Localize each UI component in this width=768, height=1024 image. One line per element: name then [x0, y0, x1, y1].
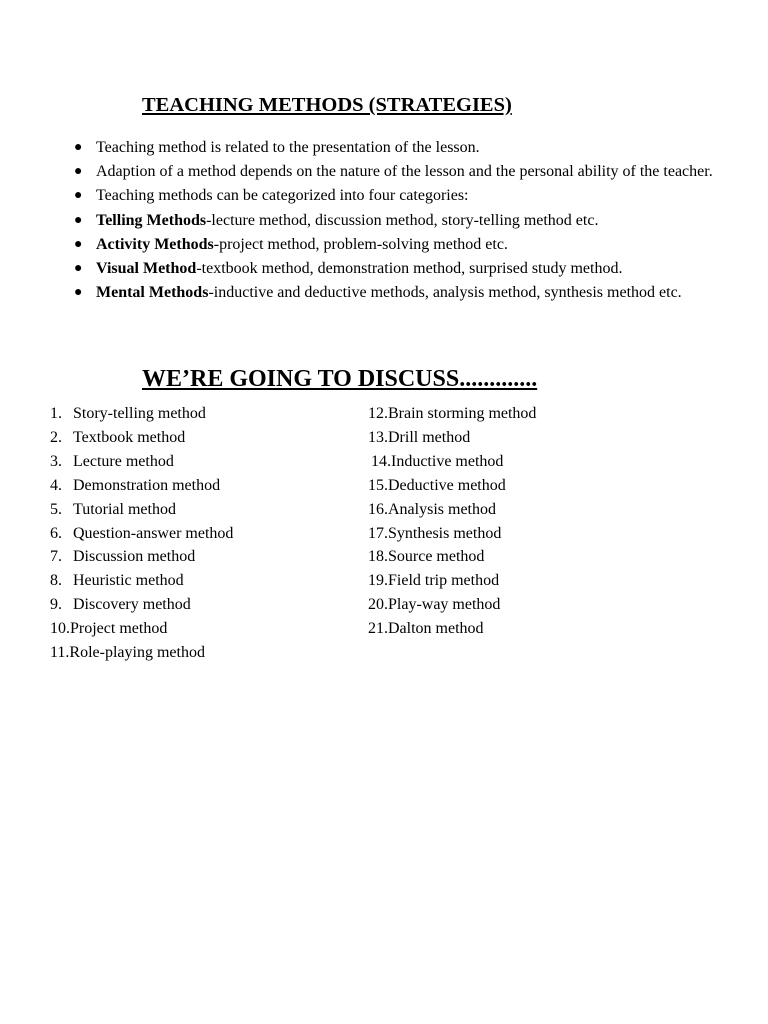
- bullet-text: Teaching methods can be categorized into four categories:: [96, 187, 469, 205]
- list-item: [50, 545, 233, 569]
- list-item: [368, 522, 536, 546]
- section-subheading: WE’RE GOING TO DISCUSS.............: [142, 366, 538, 392]
- list-number: 21.: [368, 620, 388, 638]
- bullet-text: -inductive and deductive methods, analysis method, synthesis method etc.: [208, 284, 682, 302]
- list-text: Tutorial method: [73, 500, 176, 518]
- list-item: [50, 617, 233, 641]
- list-number: 18.: [368, 548, 388, 566]
- bullet-icon: ●: [74, 285, 83, 301]
- list-number: 4.: [50, 476, 62, 494]
- bullet-text: Adaption of a method depends on the nature of the lesson and the personal ability of the teacher.: [96, 163, 713, 181]
- bullet-icon: ●: [74, 236, 83, 252]
- list-number: 20.: [368, 596, 388, 614]
- list-text: Play-way method: [388, 596, 501, 614]
- bullet-item: [0, 184, 722, 208]
- list-item: [50, 522, 233, 546]
- list-text: Deductive method: [388, 476, 506, 494]
- list-text: Inductive method: [391, 452, 504, 470]
- list-item: [368, 450, 536, 474]
- list-item: [50, 641, 233, 665]
- list-text: Synthesis method: [388, 524, 502, 542]
- bullet-item: [0, 281, 722, 305]
- page-title: TEACHING METHODS (STRATEGIES): [142, 94, 512, 116]
- list-text: Heuristic method: [73, 572, 184, 590]
- bullet-text: -textbook method, demonstration method, surprised study method.: [196, 260, 623, 278]
- list-item: [368, 498, 536, 522]
- list-number: 14.: [371, 452, 391, 470]
- list-number: 3.: [50, 452, 62, 470]
- method-list-left: [50, 402, 233, 665]
- list-item: [368, 426, 536, 450]
- list-item: [50, 426, 233, 450]
- list-item: [50, 402, 233, 426]
- list-text: Project method: [70, 620, 168, 638]
- list-text: Story-telling method: [73, 405, 206, 422]
- list-number: 9.: [50, 596, 62, 614]
- bullet-text: -lecture method, discussion method, story-telling method etc.: [206, 211, 599, 229]
- list-number: 13.: [368, 428, 388, 446]
- list-text: Question-answer method: [73, 524, 234, 542]
- list-text: Role-playing method: [69, 644, 205, 662]
- bullet-bold: Visual Method: [96, 260, 197, 278]
- list-number: 10.: [50, 620, 70, 638]
- list-item: [368, 402, 536, 426]
- bullet-text: -project method, problem-solving method etc.: [213, 235, 508, 253]
- list-text: Field trip method: [388, 572, 500, 590]
- list-text: Discovery method: [73, 596, 191, 614]
- list-number: 1.: [50, 405, 62, 422]
- list-number: 2.: [50, 428, 62, 446]
- bullet-text: Teaching method is related to the presentation of the lesson.: [96, 139, 480, 156]
- list-text: Drill method: [388, 428, 471, 446]
- list-number: 19.: [368, 572, 388, 590]
- list-item: [50, 498, 233, 522]
- method-list-right: [368, 402, 536, 641]
- list-text: Demonstration method: [73, 476, 221, 494]
- bullet-item: [0, 209, 722, 233]
- list-number: 11.: [50, 644, 70, 662]
- bullet-bold: Telling Methods: [96, 211, 207, 229]
- bullet-bold: Activity Methods: [96, 235, 214, 253]
- list-item: [50, 450, 233, 474]
- bullet-item: [0, 136, 722, 160]
- list-text: Dalton method: [388, 620, 484, 638]
- bullet-item: [0, 257, 722, 281]
- list-item: [50, 593, 233, 617]
- list-item: [50, 474, 233, 498]
- list-number: 17.: [368, 524, 388, 542]
- list-text: Brain storming method: [388, 405, 537, 422]
- bullet-icon: ●: [74, 140, 83, 155]
- bullet-icon: ●: [74, 188, 83, 204]
- list-text: Source method: [388, 548, 485, 566]
- list-number: 7.: [50, 548, 62, 566]
- bullet-icon: ●: [74, 261, 83, 277]
- list-number: 6.: [50, 524, 62, 542]
- list-item: [368, 569, 536, 593]
- bullet-item: [0, 160, 722, 184]
- list-text: Textbook method: [73, 428, 186, 446]
- bullet-icon: ●: [74, 212, 83, 228]
- bullet-bold: Mental Methods: [96, 284, 209, 302]
- list-item: [368, 474, 536, 498]
- list-text: Analysis method: [388, 500, 496, 518]
- list-number: 12.: [368, 405, 388, 422]
- list-item: [368, 545, 536, 569]
- list-item: [50, 569, 233, 593]
- list-text: Discussion method: [73, 548, 196, 566]
- list-number: 8.: [50, 572, 62, 590]
- bullet-item: [0, 233, 722, 257]
- list-number: 5.: [50, 500, 62, 518]
- list-item: [368, 593, 536, 617]
- bullet-icon: ●: [74, 164, 83, 180]
- list-item: [368, 617, 536, 641]
- bullet-list: [0, 136, 768, 305]
- list-number: 16.: [368, 500, 388, 518]
- list-text: Lecture method: [73, 452, 174, 470]
- list-number: 15.: [368, 476, 388, 494]
